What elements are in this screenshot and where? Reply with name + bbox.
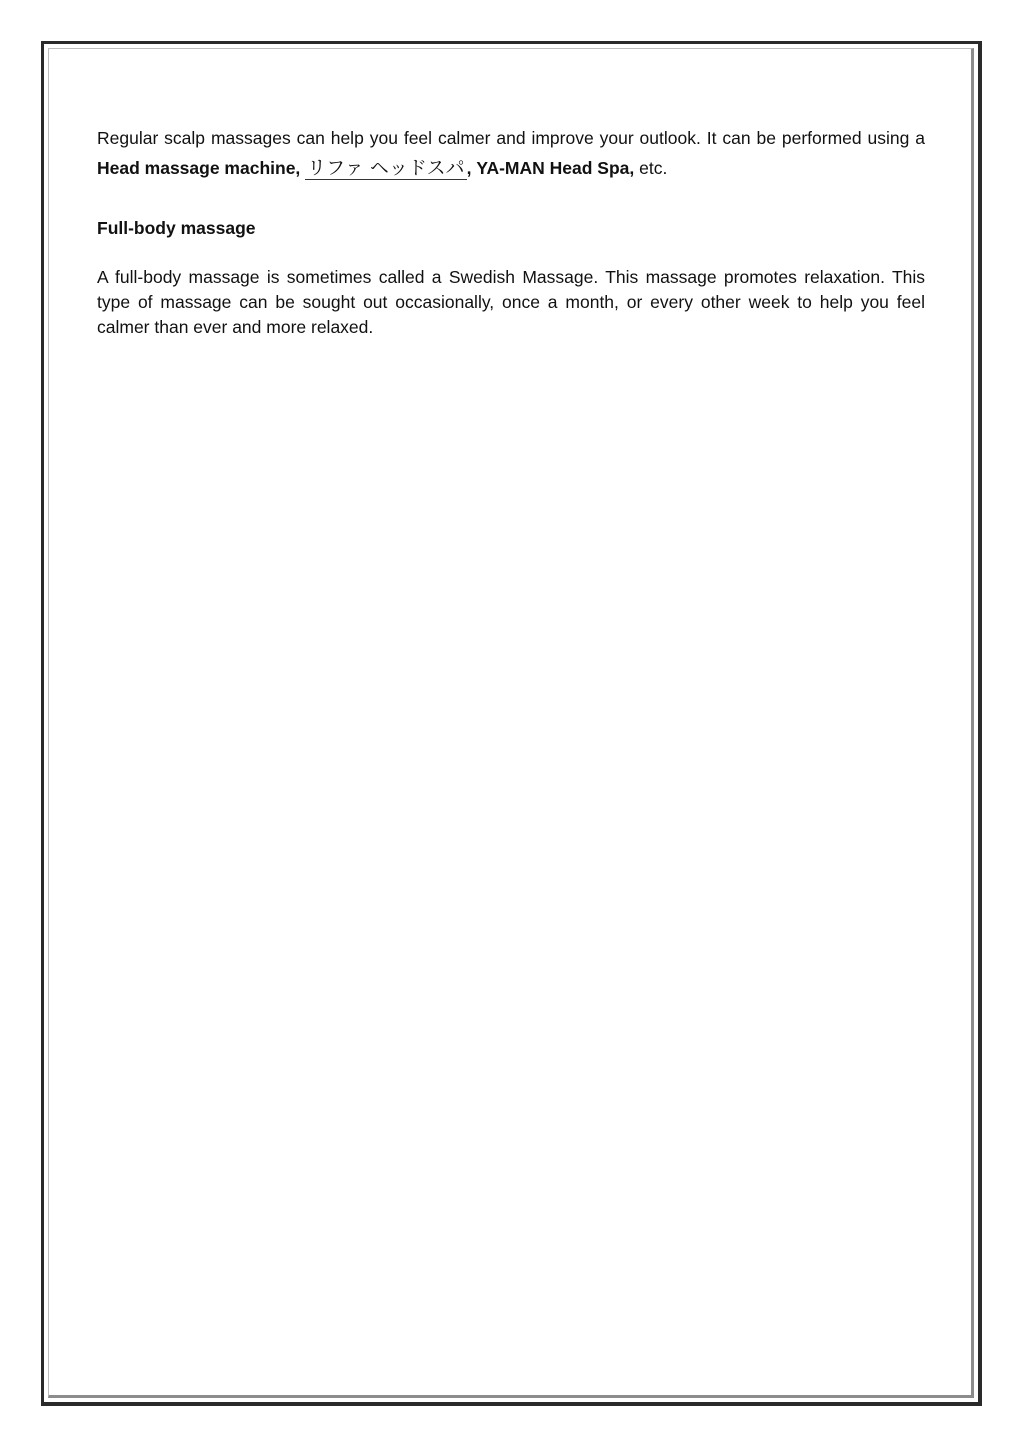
refa-head-spa-link[interactable]: リファ ヘッドスパ [307, 157, 465, 179]
full-body-massage-paragraph: A full-body massage is sometimes called a Swedish Massage. This massage promotes relaxation. This type of massage can be sought out occasionally, once a month, or every other week to help you feel calmer than ever and more relaxed. [97, 267, 925, 337]
product-head-massage-machine: Head massage machine, [97, 158, 301, 178]
spacer [97, 243, 925, 265]
product-yaman-head-spa: , YA-MAN Head Spa, [466, 158, 635, 178]
intro-paragraph [97, 123, 925, 183]
section-heading-full-body-massage: Full-body massage [97, 218, 256, 238]
intro-text: Regular scalp massages can help you feel calmer and improve your outlook. It can be performed using a [97, 128, 925, 148]
intro-text-end: etc. [634, 158, 668, 178]
document-body [97, 123, 925, 340]
